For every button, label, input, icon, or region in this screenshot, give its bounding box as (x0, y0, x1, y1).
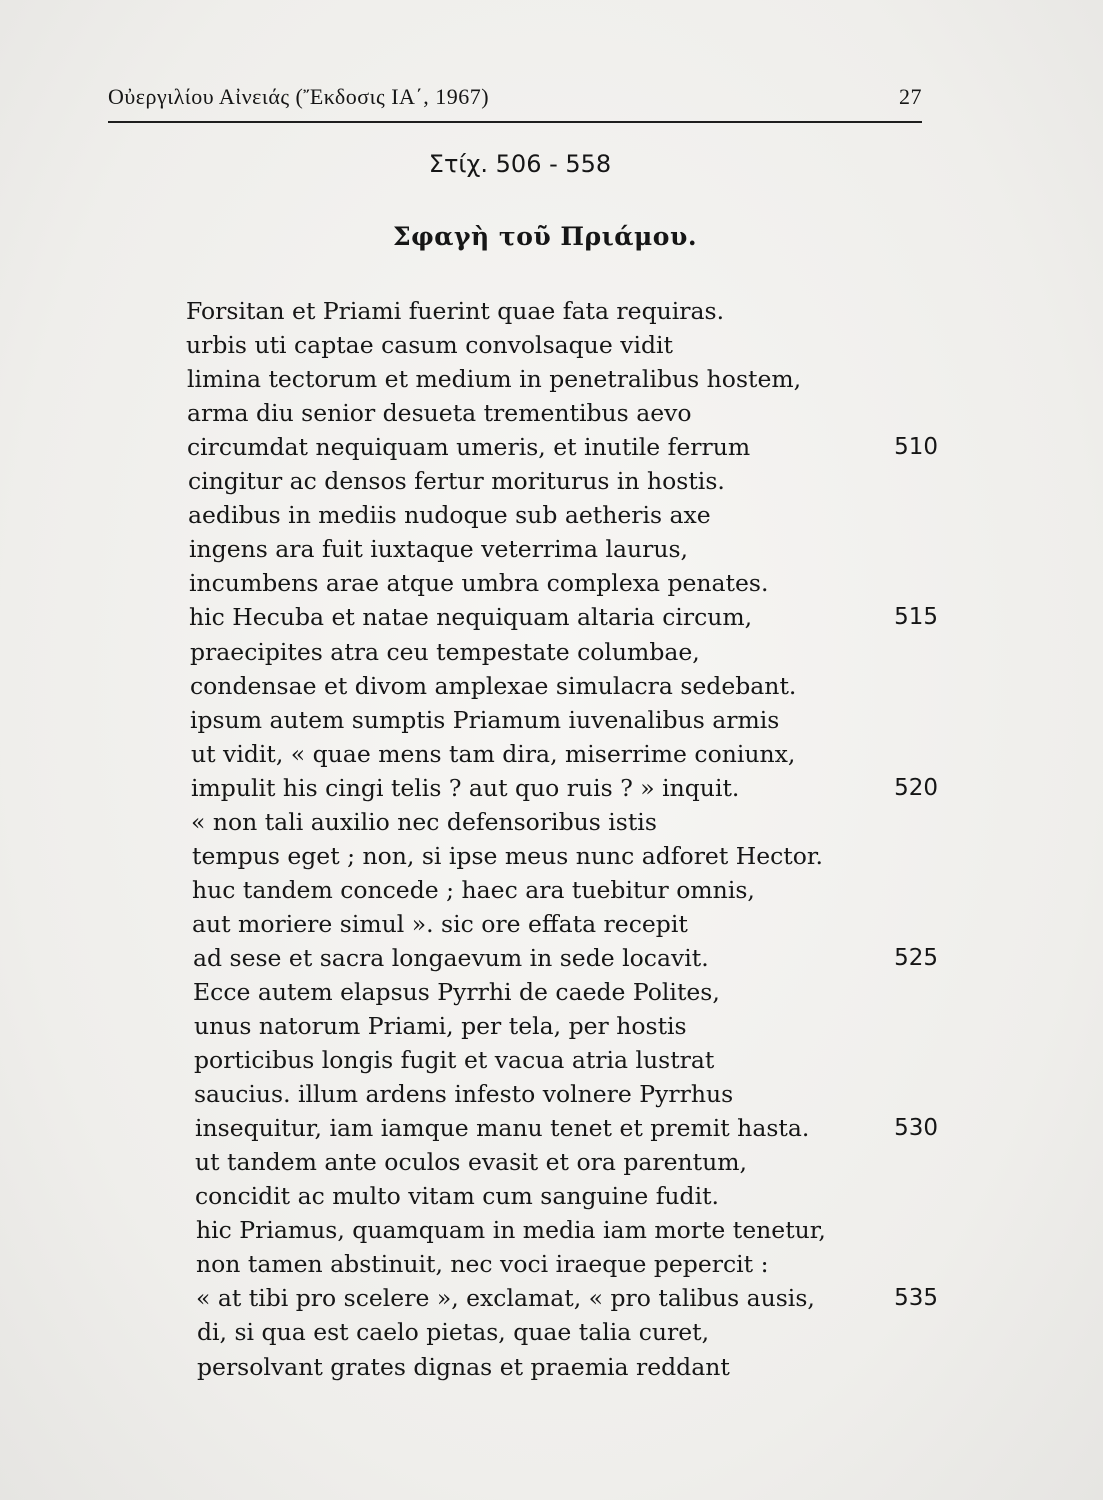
verse-line: « non tali auxilio nec defensoribus istis (191, 808, 657, 836)
verse-line: saucius. illum ardens infesto volnere Pyrrhus (194, 1080, 734, 1108)
verse-line: incumbens arae atque umbra complexa penates. (189, 569, 769, 597)
verse-line: limina tectorum et medium in penetralibus hostem, (187, 365, 802, 393)
verse-line: ut tandem ante oculos evasit et ora parentum, (195, 1148, 747, 1176)
verse-line: cingitur ac densos fertur moriturus in hostis. (188, 467, 725, 495)
page-number: 27 (899, 84, 922, 109)
verse-line: porticibus longis fugit et vacua atria lustrat (194, 1046, 715, 1074)
verse-line: condensae et divom amplexae simulacra sedebant. (190, 672, 797, 700)
verse-line: Ecce autem elapsus Pyrrhi de caede Polites, (193, 978, 720, 1006)
line-number: 525 (894, 945, 938, 971)
running-title: Οὐεργιλίου Αἰνειάς (Ἔκδοσις ΙΑ΄, 1967) (108, 84, 490, 109)
verse-line: arma diu senior desueta trementibus aevo (187, 399, 692, 427)
verse-line: unus natorum Priami, per tela, per hostis (194, 1012, 687, 1040)
verse-line: ingens ara fuit iuxtaque veterrima laurus, (189, 535, 689, 563)
header-rule (108, 121, 922, 123)
verse-line: urbis uti captae casum convolsaque vidit (186, 331, 673, 359)
verse-line: concidit ac multo vitam cum sanguine fudit. (195, 1182, 719, 1210)
line-number: 510 (894, 434, 938, 460)
line-number: 530 (894, 1115, 938, 1141)
verse-line: non tamen abstinuit, nec voci iraeque pepercit : (196, 1250, 769, 1278)
verse-line: huc tandem concede ; haec ara tuebitur omnis, (192, 876, 755, 904)
verse-line: ad sese et sacra longaevum in sede locavit. (193, 944, 709, 972)
verse-line: insequitur, iam iamque manu tenet et premit hasta. (195, 1114, 810, 1142)
verse-line: hic Priamus, quamquam in media iam morte tenetur, (196, 1216, 826, 1244)
verse-line: impulit his cingi telis ? aut quo ruis ? » inquit. (191, 774, 740, 802)
section-title: Σφαγὴ τοῦ Πριάμου. (392, 222, 698, 251)
verse-line: di, si qua est caelo pietas, quae talia curet, (197, 1318, 710, 1346)
verse-line: Forsitan et Priami fuerint quae fata requiras. (186, 297, 725, 325)
verse-range: Στίχ. 506 - 558 (428, 150, 612, 178)
verse-line: aut moriere simul ». sic ore effata recepit (192, 910, 688, 938)
verse-line: praecipites atra ceu tempestate columbae, (190, 638, 700, 666)
verse-line: circumdat nequiquam umeris, et inutile ferrum (187, 433, 751, 461)
verse-line: tempus eget ; non, si ipse meus nunc adforet Hector. (192, 842, 824, 870)
line-number: 535 (894, 1285, 938, 1311)
verse-line: persolvant grates dignas et praemia reddant (197, 1353, 730, 1381)
verse-line: hic Hecuba et natae nequiquam altaria circum, (189, 603, 753, 631)
line-number: 515 (894, 604, 938, 630)
line-number: 520 (894, 775, 938, 801)
verse-line: ipsum autem sumptis Priamum iuvenalibus armis (190, 706, 780, 734)
verse-line: aedibus in mediis nudoque sub aetheris axe (188, 501, 711, 529)
verse-line: « at tibi pro scelere », exclamat, « pro talibus ausis, (196, 1284, 815, 1312)
verse-line: ut vidit, « quae mens tam dira, miserrime coniunx, (191, 740, 796, 768)
